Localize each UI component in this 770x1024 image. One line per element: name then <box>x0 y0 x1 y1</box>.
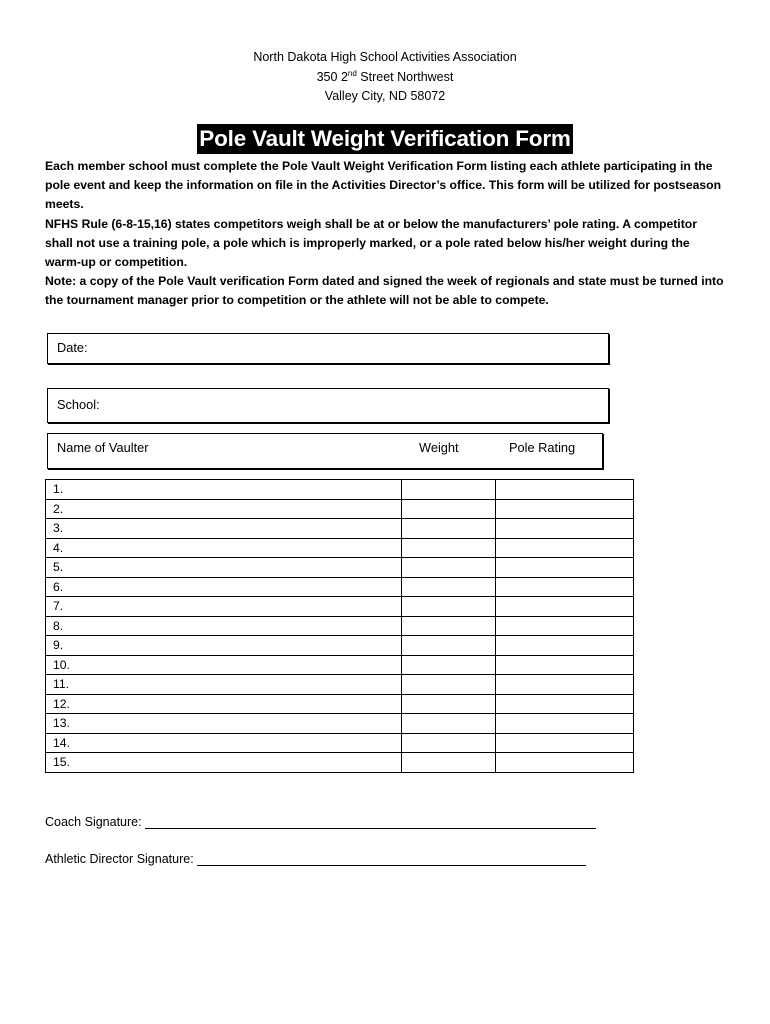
school-field[interactable] <box>47 388 609 423</box>
vaulter-name-cell[interactable]: 3. <box>46 519 402 539</box>
header-pole-rating: Pole Rating <box>509 440 576 455</box>
table-row <box>46 499 634 519</box>
vaulter-name-cell[interactable]: 12. <box>46 694 402 714</box>
table-row <box>46 655 634 675</box>
vaulter-name-cell[interactable]: 2. <box>46 499 402 519</box>
vaulter-name-cell[interactable]: 9. <box>46 636 402 656</box>
pole-rating-cell[interactable] <box>495 577 633 597</box>
vaulter-name-cell[interactable]: 6. <box>46 577 402 597</box>
header-name-of-vaulter: Name of Vaulter <box>57 440 149 455</box>
header-weight: Weight <box>419 440 459 455</box>
table-row <box>46 675 634 695</box>
date-label: Date: <box>57 340 88 355</box>
table-row <box>46 733 634 753</box>
org-header <box>0 48 770 107</box>
weight-cell[interactable] <box>401 655 495 675</box>
pole-rating-cell[interactable] <box>495 499 633 519</box>
date-field[interactable] <box>47 333 609 364</box>
pole-rating-cell[interactable] <box>495 480 633 500</box>
weight-cell[interactable] <box>401 538 495 558</box>
vaulter-name-cell[interactable]: 10. <box>46 655 402 675</box>
weight-cell[interactable] <box>401 480 495 500</box>
instructions-paragraph-1: Each member school must complete the Pole Vault Weight Verification Form listing each athlete participating in the pole event and keep the information on file in the Activities Director’s office. This form will be utilized for postseason meets. <box>45 159 722 212</box>
pole-rating-cell[interactable] <box>495 538 633 558</box>
org-city: Valley City, ND 58072 <box>324 89 446 103</box>
weight-cell[interactable] <box>401 519 495 539</box>
table-row <box>46 616 634 636</box>
weight-cell[interactable] <box>401 733 495 753</box>
pole-rating-cell[interactable] <box>495 558 633 578</box>
org-name: North Dakota High School Activities Association <box>253 50 517 64</box>
vaulter-name-cell[interactable]: 11. <box>46 675 402 695</box>
weight-cell[interactable] <box>401 597 495 617</box>
pole-rating-cell[interactable] <box>495 675 633 695</box>
ad-signature-label: Athletic Director Signature: <box>45 852 194 866</box>
pole-rating-cell[interactable] <box>495 597 633 617</box>
pole-rating-cell[interactable] <box>495 753 633 773</box>
vaulter-name-cell[interactable]: 5. <box>46 558 402 578</box>
pole-rating-cell[interactable] <box>495 519 633 539</box>
form-instructions <box>45 157 725 311</box>
table-row <box>46 558 634 578</box>
weight-cell[interactable] <box>401 616 495 636</box>
vaulter-name-cell[interactable]: 14. <box>46 733 402 753</box>
table-row <box>46 538 634 558</box>
weight-cell[interactable] <box>401 499 495 519</box>
table-row <box>46 519 634 539</box>
table-row <box>46 753 634 773</box>
vaulter-name-cell[interactable]: 4. <box>46 538 402 558</box>
ad-signature-line[interactable] <box>197 851 586 866</box>
instructions-note: Note: a copy of the Pole Vault verification Form dated and signed the week of regionals and state must be turned into the tournament manager prior to competition or the athlete will not be able to compete. <box>45 274 724 308</box>
weight-cell[interactable] <box>401 694 495 714</box>
weight-cell[interactable] <box>401 714 495 734</box>
coach-signature-line[interactable] <box>145 814 596 829</box>
pole-rating-cell[interactable] <box>495 655 633 675</box>
table-row <box>46 577 634 597</box>
coach-signature <box>45 814 596 829</box>
vaulter-table <box>45 479 634 773</box>
ad-signature <box>45 851 586 866</box>
table-row <box>46 636 634 656</box>
vaulter-name-cell[interactable]: 1. <box>46 480 402 500</box>
pole-rating-cell[interactable] <box>495 694 633 714</box>
instructions-paragraph-2: NFHS Rule (6-8-15,16) states competitors weigh shall be at or below the manufacturers’ pole rating. A competitor shall not use a training pole, a pole which is improperly marked, or a pole rated below his/her weight during the warm-up or competition. <box>45 216 697 270</box>
school-label: School: <box>57 397 100 412</box>
weight-cell[interactable] <box>401 753 495 773</box>
form-title: Pole Vault Weight Verification Form <box>197 124 572 154</box>
vaulter-name-cell[interactable]: 15. <box>46 753 402 773</box>
pole-rating-cell[interactable] <box>495 733 633 753</box>
table-header-box <box>47 433 603 469</box>
table-row <box>46 714 634 734</box>
coach-signature-label: Coach Signature: <box>45 815 142 829</box>
pole-rating-cell[interactable] <box>495 714 633 734</box>
org-street: 350 2nd Street Northwest <box>316 68 454 84</box>
vaulter-name-cell[interactable]: 8. <box>46 616 402 636</box>
vaulter-name-cell[interactable]: 7. <box>46 597 402 617</box>
weight-cell[interactable] <box>401 675 495 695</box>
vaulter-name-cell[interactable]: 13. <box>46 714 402 734</box>
table-row <box>46 480 634 500</box>
pole-rating-cell[interactable] <box>495 616 633 636</box>
weight-cell[interactable] <box>401 577 495 597</box>
pole-rating-cell[interactable] <box>495 636 633 656</box>
table-row <box>46 597 634 617</box>
weight-cell[interactable] <box>401 636 495 656</box>
weight-cell[interactable] <box>401 558 495 578</box>
table-row <box>46 694 634 714</box>
